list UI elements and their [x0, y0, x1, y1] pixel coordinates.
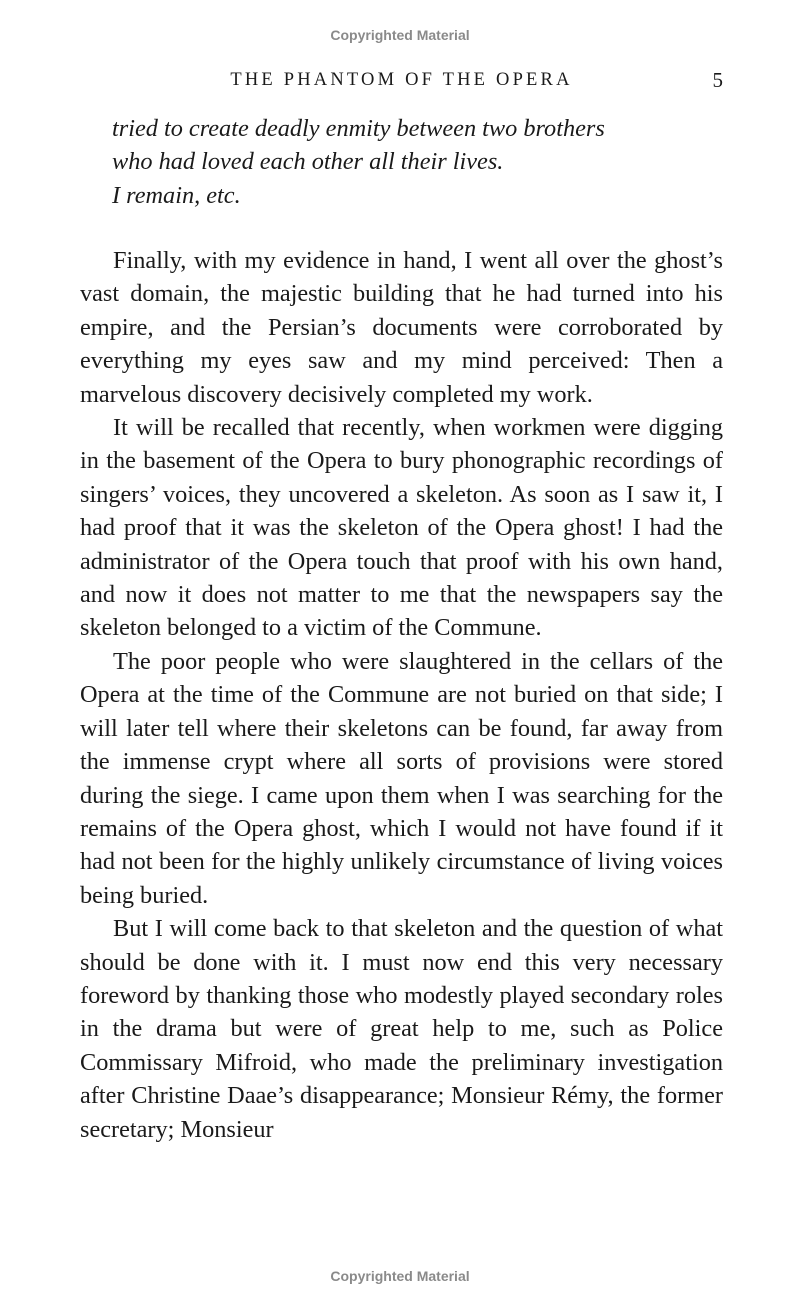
- letter-line: I remain, etc.: [112, 181, 241, 209]
- paragraph: The poor people who were slaughtered in the cellars of the Opera at the time of the Commune are not buried on that side; I will later tell where their skeletons can be found, far away from the immense crypt where all sorts of provisions were stored during the siege. I came upon them when I was searching for the remains of the Opera ghost, which I would not have found if it had not been for the highly unlikely circumstance of living voices being buried.: [80, 647, 723, 909]
- letter-line: who had loved each other all their lives.: [112, 148, 504, 176]
- letter-excerpt: [112, 112, 732, 212]
- body-text: [80, 244, 723, 1146]
- copyright-watermark-top: Copyrighted Material: [330, 27, 470, 43]
- running-header: [80, 68, 723, 98]
- running-title: THE PHANTOM OF THE OPERA: [230, 70, 573, 90]
- letter-line: tried to create deadly enmity between two brothers: [112, 115, 605, 142]
- copyright-watermark-bottom: Copyrighted Material: [330, 1268, 470, 1284]
- paragraph: It will be recalled that recently, when workmen were digging in the basement of the Opera to bury phonographic recordings of singers’ voices, they uncovered a skeleton. As soon as I saw it, I had proof that it was the skeleton of the Opera ghost! I had the administrator of the Opera touch that proof with his own hand, and now it does not matter to me that the newspapers say the skeleton belonged to a victim of the Commune.: [80, 414, 723, 642]
- page-number: 5: [712, 68, 723, 92]
- paragraph: But I will come back to that skeleton and the question of what should be done with it. I must now end this very necessary foreword by thanking those who modestly played secondary roles in the drama but were of great help to me, such as Police Commissary Mifroid, who made the preliminary investigation after Christine Daae’s disappearance; Monsieur Rémy, the former secretary; Monsieur: [80, 915, 723, 1143]
- paragraph: Finally, with my evidence in hand, I went all over the ghost’s vast domain, the majestic building that he had turned into his empire, and the Persian’s documents were corroborated by everything my eyes saw and my mind perceived: Then a marvelous discovery decisively completed my work.: [80, 247, 723, 408]
